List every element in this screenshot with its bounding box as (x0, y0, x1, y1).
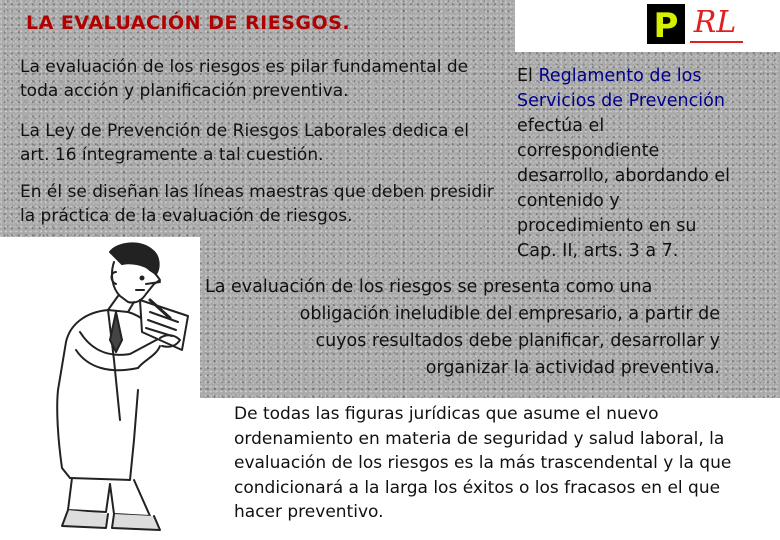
guidelines-paragraph: En él se diseñan las líneas maestras que deben presidir la práctica de la evaluación de riesgos. (20, 182, 494, 226)
logo-rl: RL (693, 5, 737, 40)
law-paragraph: La Ley de Prevención de Riesgos Laborales dedica el art. 16 íntegramente a tal cuestión. (20, 121, 470, 165)
man-writing-illustration (10, 240, 215, 535)
logo-p: P (653, 6, 679, 46)
regulation-note (517, 64, 739, 264)
regulation-text: efectúa el correspondiente desarrollo, abordando el contenido y procedimiento en su Cap. II, arts. 3 a 7. (517, 116, 731, 261)
regulation-prefix: El (517, 66, 539, 86)
conclusion-paragraph: De todas las figuras jurídicas que asume el nuevo ordenamiento en materia de seguridad y salud laboral, la evaluación de los riesgos es la más trascendental y la que condicionará a la larga los éxitos o los fracasos en el que hacer preventivo. (234, 404, 732, 522)
obligation-line-1: La evaluación de los riesgos se presenta como una (205, 277, 653, 297)
obligation-line-2: obligación ineludible del empresario, a partir de (299, 304, 720, 324)
regulation-name: Reglamento de los Servicios de Prevención (517, 66, 725, 111)
obligation-line-3: cuyos resultados debe planificar, desarrollar y (315, 331, 720, 351)
intro-paragraph: La evaluación de los riesgos es pilar fundamental de toda acción y planificación preventiva. (20, 57, 469, 101)
obligation-block (205, 274, 720, 382)
page-title: LA EVALUACIÓN DE RIESGOS. (26, 12, 351, 34)
prl-logo (645, 2, 745, 46)
obligation-line-4: organizar la actividad preventiva. (425, 358, 720, 378)
